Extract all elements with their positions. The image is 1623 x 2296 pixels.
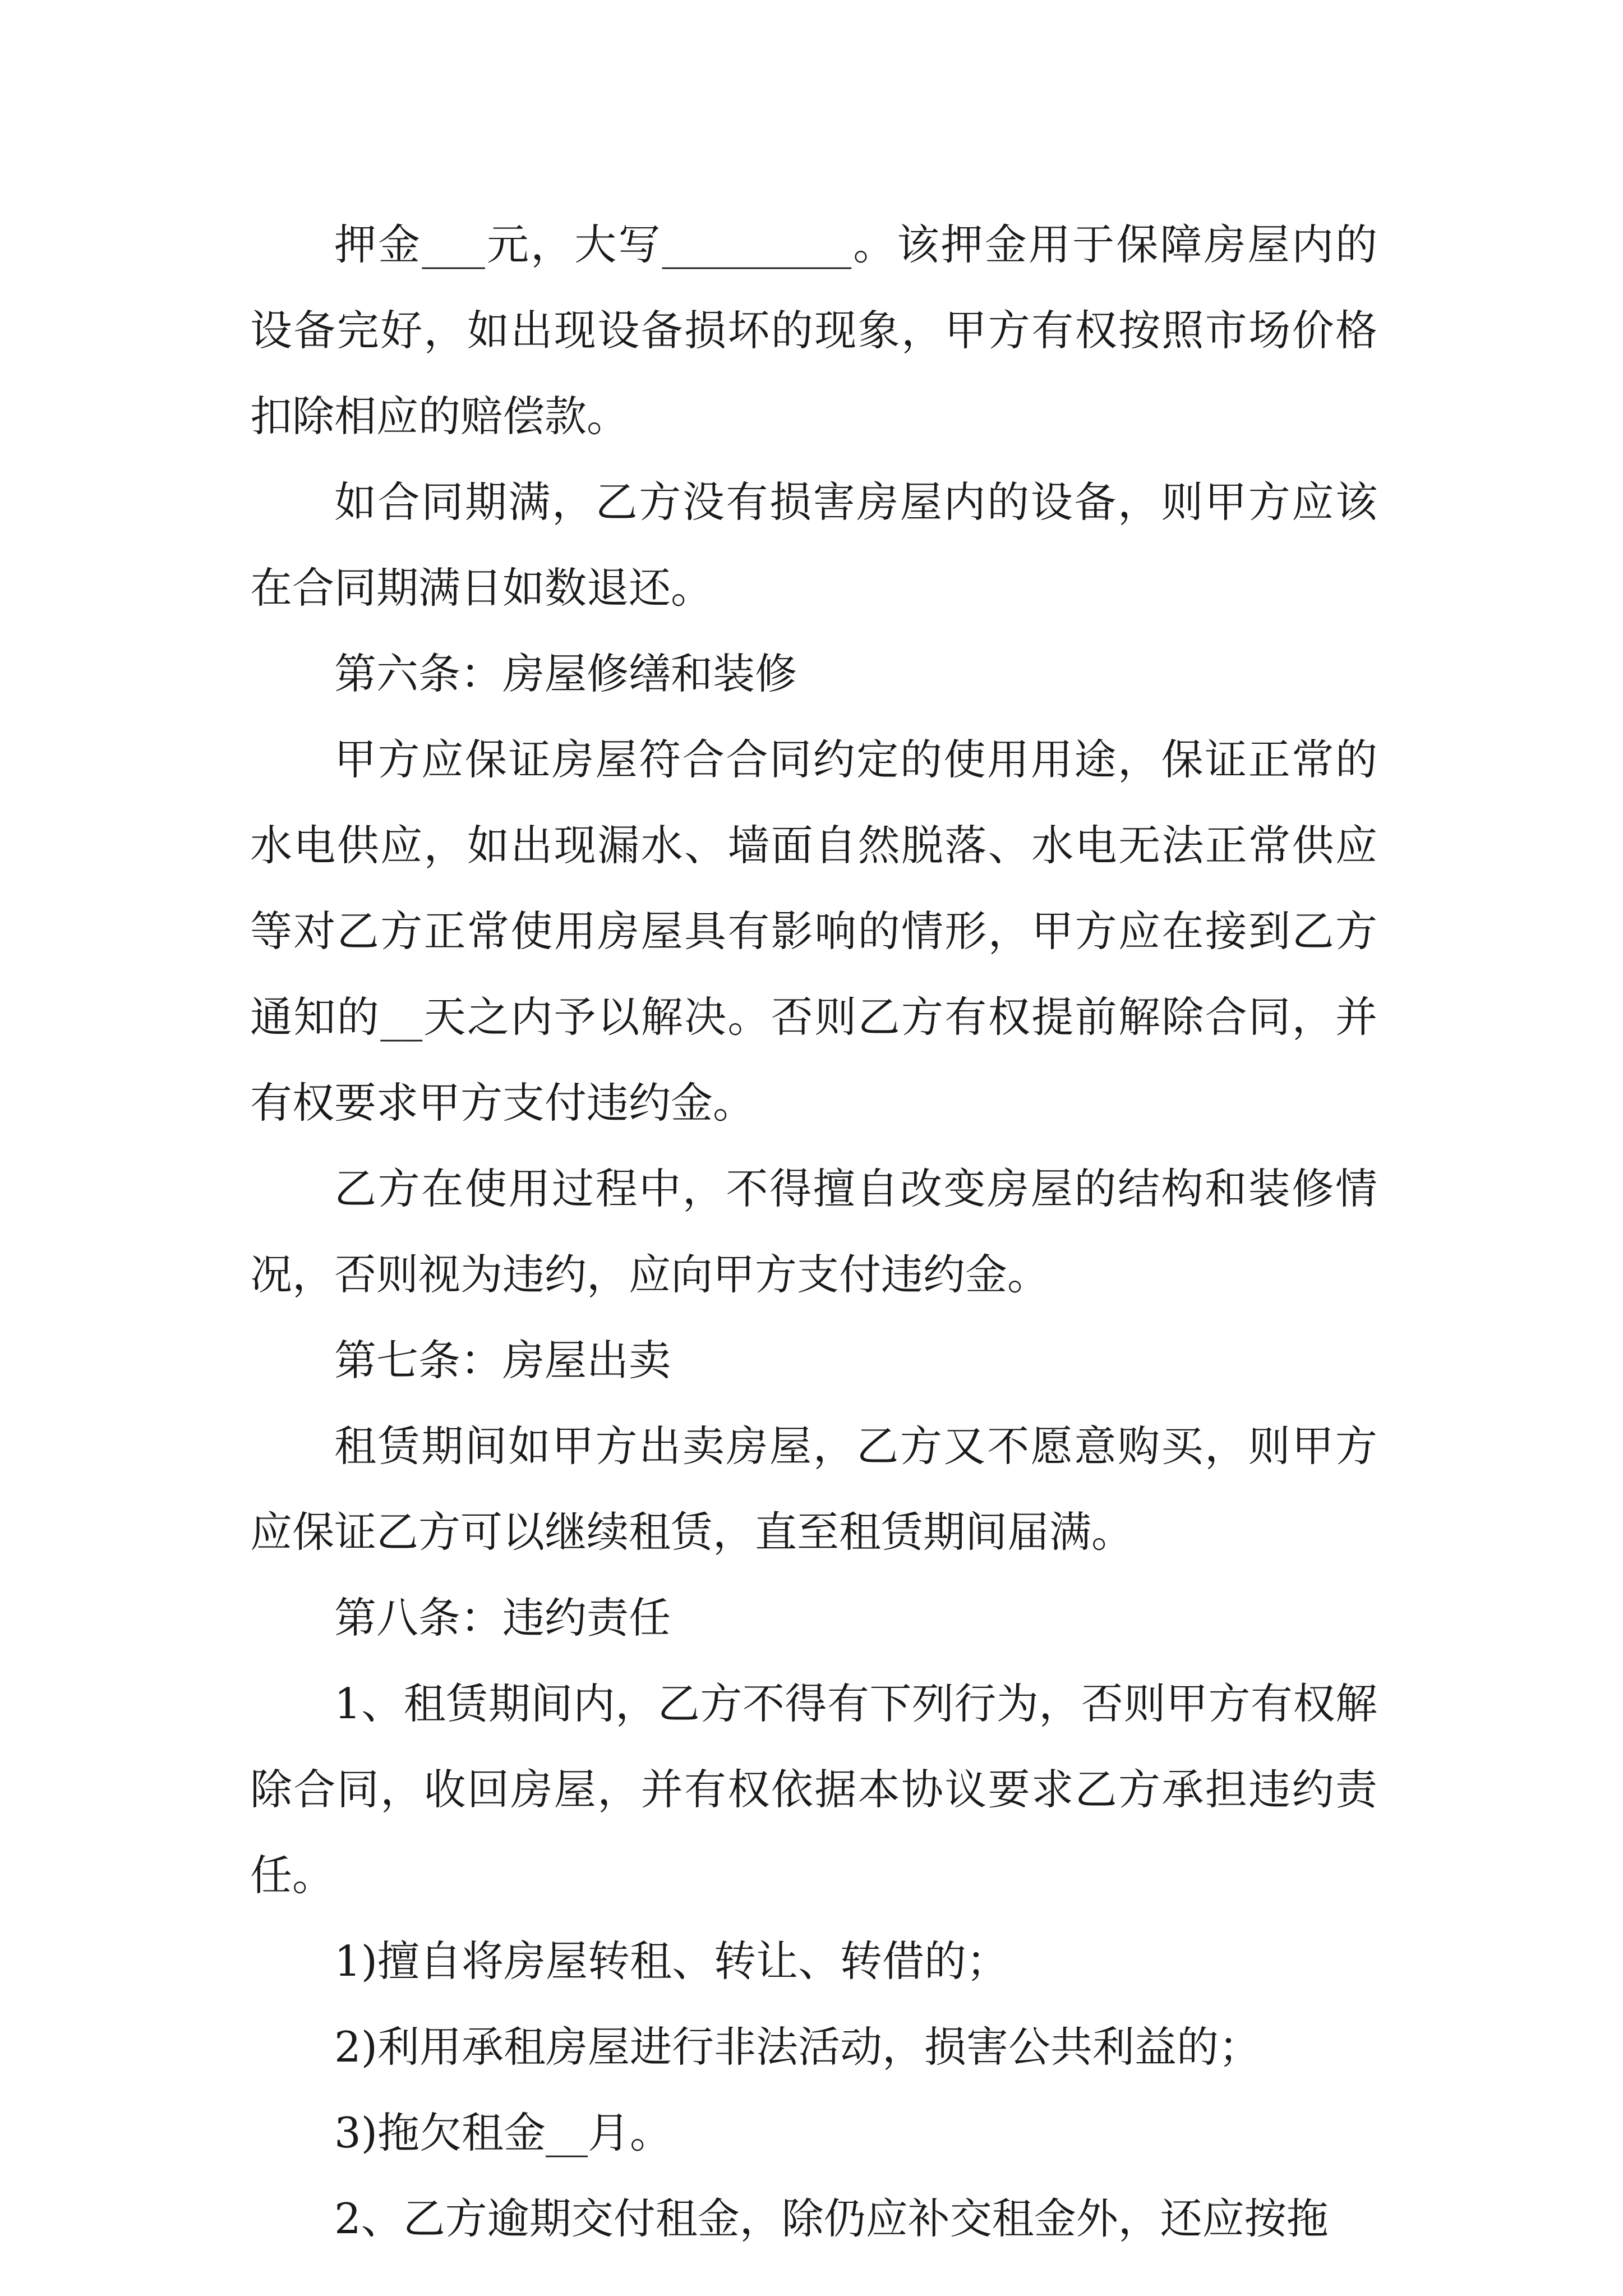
paragraph-breach-2: 2、乙方逾期交付租金，除仍应补交租金外，还应按拖 (334, 2194, 1329, 2243)
heading-article-7: 第七条：房屋出卖 (334, 1336, 671, 1385)
list-item-breach-1-2: 2)利用承租房屋进行非法活动，损害公共利益的； (334, 2022, 1261, 2072)
list-item-breach-1-1: 1)擅自将房屋转租、转让、转借的； (334, 1936, 1008, 1986)
paragraph-renovation-restriction: 乙方在使用过程中，不得擅自改变房屋的结构和装修情况，否则视为违约，应向甲方支付违约金。 (250, 1164, 1377, 1299)
paragraph-deposit-refund: 如合同期满，乙方没有损害房屋内的设备，则甲方应该在合同期满日如数退还。 (250, 477, 1377, 613)
heading-article-8: 第八条：违约责任 (334, 1593, 671, 1642)
paragraph-breach-1: 1、租赁期间内，乙方不得有下列行为，否则甲方有权解除合同，收回房屋，并有权依据本协议要求乙方承担违约责任。 (250, 1679, 1377, 1900)
paragraph-repair-obligation: 甲方应保证房屋符合合同约定的使用用途，保证正常的水电供应，如出现漏水、墙面自然脱落、水电无法正常供应等对乙方正常使用房屋具有影响的情形，甲方应在接到乙方通知的__天之内予以解决。否则乙方有权提前解除合同，并有权要求甲方支付违约金。 (250, 735, 1377, 1128)
document-body (250, 202, 1377, 2262)
list-item-breach-1-3: 3)拖欠租金__月。 (334, 2108, 672, 2157)
paragraph-deposit: 押金___元，大写_________。该押金用于保障房屋内的设备完好，如出现设备损坏的现象，甲方有权按照市场价格扣除相应的赔偿款。 (250, 220, 1377, 441)
paragraph-house-sale: 租赁期间如甲方出卖房屋，乙方又不愿意购买，则甲方应保证乙方可以继续租赁，直至租赁期间届满。 (250, 1421, 1377, 1557)
heading-article-6: 第六条：房屋修缮和装修 (334, 649, 797, 698)
